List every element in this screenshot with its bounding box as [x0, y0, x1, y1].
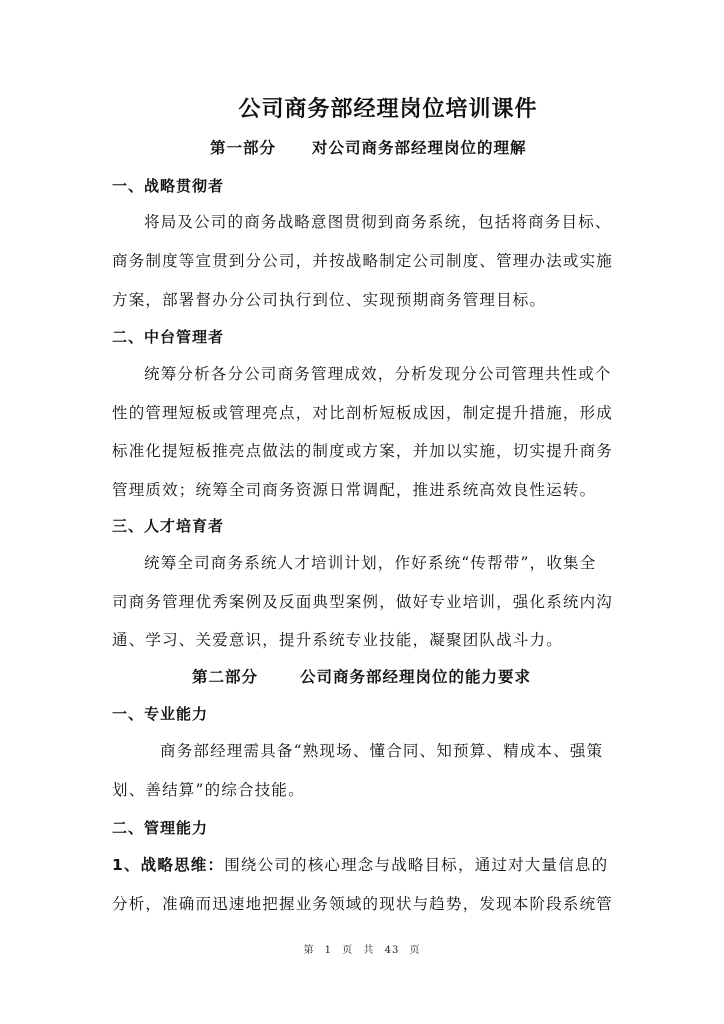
footer-mid: 页: [342, 945, 354, 956]
footer-total-pages: 43: [384, 945, 400, 956]
part-two-title: 公司商务部经理岗位的能力要求: [300, 667, 532, 686]
footer-suffix: 页: [409, 945, 421, 956]
section-heading-management: 二、管理能力: [112, 819, 209, 837]
paragraph-line: 分析，准确而迅速地把握业务领域的现状与趋势，发现本阶段系统管: [112, 895, 614, 913]
page-footer: [0, 941, 724, 956]
paragraph-line: 标准化提短板推亮点做法的制度或方案，并加以实施，切实提升商务: [112, 442, 614, 460]
paragraph-line: 商务部经理需具备“熟现场、懂合同、知预算、精成本、强策: [160, 742, 604, 760]
paragraph-line: 商务制度等宣贯到分公司，并按战略制定公司制度、管理办法或实施: [112, 252, 614, 270]
footer-total-label: 共: [363, 945, 375, 956]
footer-page-number: 1: [324, 945, 333, 956]
item-label: 1、战略思维：: [112, 856, 225, 874]
paragraph-line: 性的管理短板或管理亮点，对比剖析短板成因，制定提升措施，形成: [112, 404, 614, 422]
paragraph-line: 方案，部署督办分公司执行到位、实现预期商务管理目标。: [112, 291, 547, 309]
section-heading-strategy: 一、战略贯彻者: [112, 177, 225, 195]
part-two-label: 第二部分: [192, 667, 259, 686]
section-heading-professional: 一、专业能力: [112, 705, 209, 723]
paragraph-line: 划、善结算”的综合技能。: [112, 781, 305, 799]
section-heading-middle-office: 二、中台管理者: [112, 328, 225, 346]
paragraph-line: 统筹全司商务系统人才培训计划，作好系统“传帮带”，收集全: [144, 554, 597, 572]
paragraph-line: [112, 855, 617, 875]
document-title: 公司商务部经理岗位培训课件: [238, 96, 538, 122]
footer-prefix: 第: [303, 945, 315, 956]
paragraph-line: 统筹分析各分公司商务管理成效，分析发现分公司管理共性或个: [144, 365, 612, 383]
item-text: 围绕公司的核心理念与战略目标，通过对大量信息的: [224, 856, 609, 874]
paragraph-line: 司商务管理优秀案例及反面典型案例，做好专业培训，强化系统内沟: [112, 593, 614, 611]
paragraph-line: 将局及公司的商务战略意图贯彻到商务系统，包括将商务目标、: [144, 213, 612, 231]
part-two-heading: [192, 667, 531, 687]
section-heading-talent: 三、人才培育者: [112, 517, 225, 535]
paragraph-line: 通、学习、关爱意识，提升系统专业技能，凝聚团队战斗力。: [112, 631, 563, 649]
part-one-title: 对公司商务部经理岗位的理解: [312, 138, 527, 157]
part-one-heading: [210, 138, 527, 158]
part-one-label: 第一部分: [210, 138, 277, 157]
paragraph-line: 管理质效；统筹全司商务资源日常调配，推进系统高效良性运转。: [112, 481, 597, 499]
